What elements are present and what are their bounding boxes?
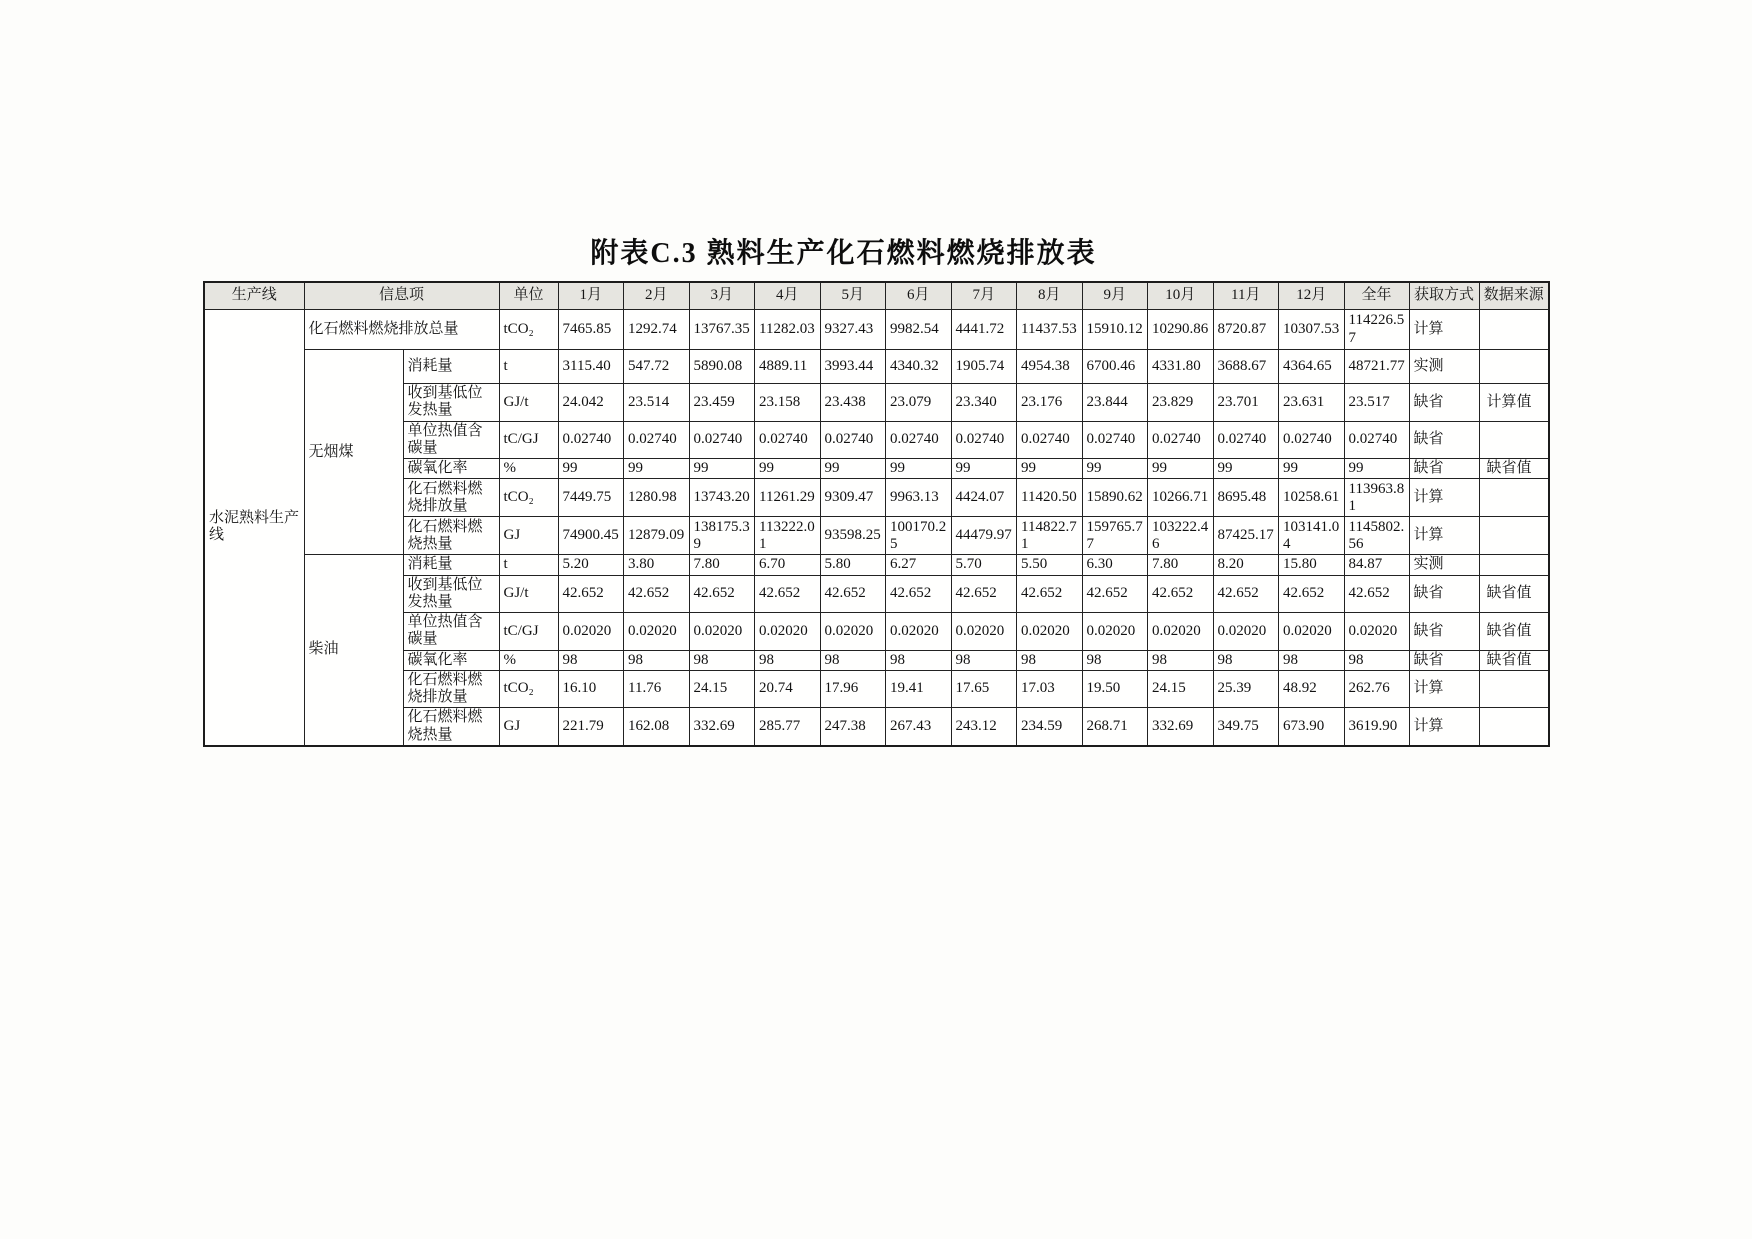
acquisition-cell: 实测: [1409, 350, 1479, 384]
value-cell-month-10: 7.80: [1148, 555, 1214, 575]
source-cell: [1479, 310, 1549, 350]
table-row: [204, 479, 1549, 517]
table-row: [204, 708, 1549, 746]
unit-cell: GJ/t: [499, 575, 558, 613]
value-cell-month-5: 9309.47: [820, 479, 886, 517]
header-month-1: 1月: [558, 282, 624, 310]
value-cell-month-4: 0.02020: [755, 613, 821, 651]
source-cell: [1479, 517, 1549, 555]
value-cell-month-5: 17.96: [820, 670, 886, 708]
page-title: 附表C.3 熟料生产化石燃料燃烧排放表: [590, 238, 1097, 269]
value-cell-month-5: 99: [820, 459, 886, 479]
header-month-10: 10月: [1148, 282, 1214, 310]
emissions-table: [203, 281, 1550, 747]
header-unit: 单位: [499, 282, 558, 310]
table-row: [204, 384, 1549, 422]
value-cell-annual: 99: [1344, 459, 1409, 479]
unit-cell: GJ: [499, 708, 558, 746]
value-cell-month-9: 19.50: [1082, 670, 1148, 708]
value-cell-month-11: 98: [1213, 650, 1279, 670]
header-month-6: 6月: [886, 282, 952, 310]
header-data-source: 数据来源: [1479, 282, 1549, 310]
header-month-7: 7月: [951, 282, 1017, 310]
value-cell-month-5: 42.652: [820, 575, 886, 613]
value-cell-month-11: 8695.48: [1213, 479, 1279, 517]
value-cell-month-9: 6.30: [1082, 555, 1148, 575]
value-cell-month-5: 0.02740: [820, 421, 886, 459]
table-row: [204, 459, 1549, 479]
header-month-12: 12月: [1279, 282, 1345, 310]
value-cell-month-10: 10266.71: [1148, 479, 1214, 517]
value-cell-annual: 262.76: [1344, 670, 1409, 708]
header-month-3: 3月: [689, 282, 755, 310]
value-cell-annual: 98: [1344, 650, 1409, 670]
value-cell-month-4: 98: [755, 650, 821, 670]
value-cell-month-1: 74900.45: [558, 517, 624, 555]
value-cell-month-7: 243.12: [951, 708, 1017, 746]
value-cell-month-12: 10307.53: [1279, 310, 1345, 350]
value-cell-month-8: 23.176: [1017, 384, 1083, 422]
value-cell-month-6: 4340.32: [886, 350, 952, 384]
value-cell-month-12: 15.80: [1279, 555, 1345, 575]
value-cell-month-6: 267.43: [886, 708, 952, 746]
value-cell-month-5: 5.80: [820, 555, 886, 575]
source-cell: 缺省值: [1479, 575, 1549, 613]
value-cell-month-3: 0.02020: [689, 613, 755, 651]
table-body: [204, 310, 1549, 746]
value-cell-month-12: 42.652: [1279, 575, 1345, 613]
value-cell-annual: 114226.57: [1344, 310, 1409, 350]
value-cell-month-2: 1280.98: [624, 479, 690, 517]
row-label: 收到基低位发热量: [403, 384, 499, 422]
value-cell-month-8: 11420.50: [1017, 479, 1083, 517]
row-label: 化石燃料燃烧热量: [403, 517, 499, 555]
value-cell-month-1: 0.02020: [558, 613, 624, 651]
row-label: 化石燃料燃烧排放量: [403, 479, 499, 517]
value-cell-month-7: 4424.07: [951, 479, 1017, 517]
value-cell-month-10: 0.02740: [1148, 421, 1214, 459]
table-row: [204, 517, 1549, 555]
value-cell-month-4: 4889.11: [755, 350, 821, 384]
value-cell-month-12: 99: [1279, 459, 1345, 479]
value-cell-annual: 84.87: [1344, 555, 1409, 575]
value-cell-month-9: 0.02020: [1082, 613, 1148, 651]
value-cell-month-9: 15890.62: [1082, 479, 1148, 517]
acquisition-cell: 缺省: [1409, 459, 1479, 479]
value-cell-month-11: 23.701: [1213, 384, 1279, 422]
value-cell-month-2: 0.02740: [624, 421, 690, 459]
table-row: [204, 613, 1549, 651]
header-acquisition: 获取方式: [1409, 282, 1479, 310]
row-label: 收到基低位发热量: [403, 575, 499, 613]
value-cell-month-3: 5890.08: [689, 350, 755, 384]
value-cell-month-8: 0.02740: [1017, 421, 1083, 459]
value-cell-month-10: 332.69: [1148, 708, 1214, 746]
source-cell: 缺省值: [1479, 459, 1549, 479]
value-cell-month-11: 87425.17: [1213, 517, 1279, 555]
table-row: [204, 421, 1549, 459]
acquisition-cell: 计算: [1409, 670, 1479, 708]
value-cell-month-5: 9327.43: [820, 310, 886, 350]
value-cell-month-9: 98: [1082, 650, 1148, 670]
value-cell-month-3: 0.02740: [689, 421, 755, 459]
acquisition-cell: 计算: [1409, 479, 1479, 517]
header-month-11: 11月: [1213, 282, 1279, 310]
header-month-2: 2月: [624, 282, 690, 310]
value-cell-month-6: 99: [886, 459, 952, 479]
value-cell-month-3: 13767.35: [689, 310, 755, 350]
acquisition-cell: 缺省: [1409, 384, 1479, 422]
value-cell-month-9: 6700.46: [1082, 350, 1148, 384]
value-cell-month-3: 332.69: [689, 708, 755, 746]
unit-cell: t: [499, 555, 558, 575]
cell-production-line: 水泥熟料生产线: [204, 310, 304, 746]
value-cell-month-4: 113222.01: [755, 517, 821, 555]
acquisition-cell: 计算: [1409, 708, 1479, 746]
header-month-4: 4月: [755, 282, 821, 310]
unit-cell: GJ: [499, 517, 558, 555]
value-cell-month-4: 20.74: [755, 670, 821, 708]
value-cell-month-3: 7.80: [689, 555, 755, 575]
value-cell-annual: 42.652: [1344, 575, 1409, 613]
value-cell-month-7: 17.65: [951, 670, 1017, 708]
value-cell-month-7: 23.340: [951, 384, 1017, 422]
value-cell-month-3: 138175.39: [689, 517, 755, 555]
value-cell-month-11: 349.75: [1213, 708, 1279, 746]
value-cell-month-1: 24.042: [558, 384, 624, 422]
value-cell-month-9: 15910.12: [1082, 310, 1148, 350]
value-cell-month-5: 93598.25: [820, 517, 886, 555]
value-cell-annual: 0.02020: [1344, 613, 1409, 651]
value-cell-month-6: 9982.54: [886, 310, 952, 350]
value-cell-month-6: 100170.25: [886, 517, 952, 555]
value-cell-month-6: 98: [886, 650, 952, 670]
table-header: [204, 282, 1549, 310]
table-row: [204, 555, 1549, 575]
header-info-item: 信息项: [304, 282, 499, 310]
value-cell-month-2: 0.02020: [624, 613, 690, 651]
value-cell-month-8: 5.50: [1017, 555, 1083, 575]
acquisition-cell: 计算: [1409, 517, 1479, 555]
fuel-name-cell: 柴油: [304, 555, 403, 746]
value-cell-month-3: 98: [689, 650, 755, 670]
value-cell-month-9: 159765.77: [1082, 517, 1148, 555]
value-cell-month-4: 42.652: [755, 575, 821, 613]
value-cell-month-8: 17.03: [1017, 670, 1083, 708]
source-cell: [1479, 421, 1549, 459]
value-cell-month-1: 7465.85: [558, 310, 624, 350]
value-cell-month-10: 23.829: [1148, 384, 1214, 422]
value-cell-month-1: 7449.75: [558, 479, 624, 517]
acquisition-cell: 计算: [1409, 310, 1479, 350]
value-cell-month-10: 24.15: [1148, 670, 1214, 708]
value-cell-month-11: 99: [1213, 459, 1279, 479]
unit-cell: tC/GJ: [499, 613, 558, 651]
value-cell-month-1: 98: [558, 650, 624, 670]
value-cell-month-9: 23.844: [1082, 384, 1148, 422]
value-cell-month-6: 9963.13: [886, 479, 952, 517]
value-cell-month-4: 11261.29: [755, 479, 821, 517]
value-cell-annual: 48721.77: [1344, 350, 1409, 384]
value-cell-month-4: 99: [755, 459, 821, 479]
value-cell-month-9: 42.652: [1082, 575, 1148, 613]
value-cell-month-6: 42.652: [886, 575, 952, 613]
row-label: 化石燃料燃烧排放量: [403, 670, 499, 708]
value-cell-month-11: 8.20: [1213, 555, 1279, 575]
row-label: 化石燃料燃烧热量: [403, 708, 499, 746]
value-cell-month-8: 11437.53: [1017, 310, 1083, 350]
value-cell-month-8: 4954.38: [1017, 350, 1083, 384]
row-label: 单位热值含碳量: [403, 421, 499, 459]
value-cell-month-10: 42.652: [1148, 575, 1214, 613]
source-cell: 缺省值: [1479, 613, 1549, 651]
table-row: [204, 650, 1549, 670]
unit-cell: %: [499, 650, 558, 670]
value-cell-month-9: 99: [1082, 459, 1148, 479]
value-cell-annual: 1145802.56: [1344, 517, 1409, 555]
value-cell-month-6: 0.02740: [886, 421, 952, 459]
value-cell-month-11: 3688.67: [1213, 350, 1279, 384]
value-cell-month-11: 0.02740: [1213, 421, 1279, 459]
unit-cell: tCO₂: [499, 310, 558, 350]
value-cell-month-10: 10290.86: [1148, 310, 1214, 350]
unit-cell: t: [499, 350, 558, 384]
value-cell-month-10: 4331.80: [1148, 350, 1214, 384]
value-cell-month-8: 99: [1017, 459, 1083, 479]
header-month-9: 9月: [1082, 282, 1148, 310]
value-cell-month-2: 3.80: [624, 555, 690, 575]
value-cell-month-5: 0.02020: [820, 613, 886, 651]
value-cell-month-12: 103141.04: [1279, 517, 1345, 555]
header-month-8: 8月: [1017, 282, 1083, 310]
value-cell-month-1: 221.79: [558, 708, 624, 746]
value-cell-month-7: 0.02740: [951, 421, 1017, 459]
value-cell-month-8: 234.59: [1017, 708, 1083, 746]
value-cell-month-8: 42.652: [1017, 575, 1083, 613]
value-cell-month-9: 0.02740: [1082, 421, 1148, 459]
unit-cell: tCO₂: [499, 670, 558, 708]
value-cell-month-3: 13743.20: [689, 479, 755, 517]
row-label-total: 化石燃料燃烧排放总量: [304, 310, 499, 350]
value-cell-month-10: 98: [1148, 650, 1214, 670]
value-cell-month-3: 99: [689, 459, 755, 479]
value-cell-month-10: 103222.46: [1148, 517, 1214, 555]
value-cell-month-7: 1905.74: [951, 350, 1017, 384]
value-cell-month-2: 99: [624, 459, 690, 479]
value-cell-month-7: 4441.72: [951, 310, 1017, 350]
value-cell-annual: 113963.81: [1344, 479, 1409, 517]
value-cell-month-10: 0.02020: [1148, 613, 1214, 651]
value-cell-month-4: 23.158: [755, 384, 821, 422]
value-cell-month-12: 48.92: [1279, 670, 1345, 708]
value-cell-month-1: 5.20: [558, 555, 624, 575]
acquisition-cell: 实测: [1409, 555, 1479, 575]
source-cell: 缺省值: [1479, 650, 1549, 670]
value-cell-month-4: 285.77: [755, 708, 821, 746]
value-cell-month-2: 98: [624, 650, 690, 670]
value-cell-month-11: 8720.87: [1213, 310, 1279, 350]
value-cell-month-1: 0.02740: [558, 421, 624, 459]
acquisition-cell: 缺省: [1409, 421, 1479, 459]
fuel-name-cell: 无烟煤: [304, 350, 403, 555]
value-cell-month-1: 99: [558, 459, 624, 479]
value-cell-month-7: 98: [951, 650, 1017, 670]
value-cell-month-1: 16.10: [558, 670, 624, 708]
value-cell-month-5: 3993.44: [820, 350, 886, 384]
value-cell-month-6: 6.27: [886, 555, 952, 575]
value-cell-month-8: 98: [1017, 650, 1083, 670]
value-cell-month-7: 42.652: [951, 575, 1017, 613]
value-cell-month-5: 98: [820, 650, 886, 670]
value-cell-month-11: 42.652: [1213, 575, 1279, 613]
value-cell-month-6: 0.02020: [886, 613, 952, 651]
value-cell-month-8: 0.02020: [1017, 613, 1083, 651]
value-cell-month-5: 23.438: [820, 384, 886, 422]
value-cell-month-12: 4364.65: [1279, 350, 1345, 384]
value-cell-annual: 3619.90: [1344, 708, 1409, 746]
value-cell-month-11: 0.02020: [1213, 613, 1279, 651]
value-cell-month-11: 25.39: [1213, 670, 1279, 708]
acquisition-cell: 缺省: [1409, 575, 1479, 613]
value-cell-month-3: 23.459: [689, 384, 755, 422]
value-cell-month-7: 99: [951, 459, 1017, 479]
value-cell-month-2: 11.76: [624, 670, 690, 708]
value-cell-month-7: 5.70: [951, 555, 1017, 575]
value-cell-month-7: 0.02020: [951, 613, 1017, 651]
source-cell: [1479, 708, 1549, 746]
value-cell-month-5: 247.38: [820, 708, 886, 746]
value-cell-month-9: 268.71: [1082, 708, 1148, 746]
unit-cell: tCO₂: [499, 479, 558, 517]
source-cell: 计算值: [1479, 384, 1549, 422]
source-cell: [1479, 670, 1549, 708]
row-label: 碳氧化率: [403, 459, 499, 479]
value-cell-month-1: 42.652: [558, 575, 624, 613]
value-cell-month-4: 6.70: [755, 555, 821, 575]
value-cell-month-12: 0.02740: [1279, 421, 1345, 459]
value-cell-month-2: 1292.74: [624, 310, 690, 350]
row-label: 消耗量: [403, 350, 499, 384]
value-cell-month-12: 23.631: [1279, 384, 1345, 422]
value-cell-month-1: 3115.40: [558, 350, 624, 384]
value-cell-month-6: 23.079: [886, 384, 952, 422]
value-cell-month-12: 98: [1279, 650, 1345, 670]
value-cell-month-7: 44479.97: [951, 517, 1017, 555]
value-cell-month-3: 24.15: [689, 670, 755, 708]
source-cell: [1479, 555, 1549, 575]
acquisition-cell: 缺省: [1409, 613, 1479, 651]
header-production-line: 生产线: [204, 282, 304, 310]
value-cell-month-12: 10258.61: [1279, 479, 1345, 517]
source-cell: [1479, 350, 1549, 384]
table-row: [204, 670, 1549, 708]
row-label: 消耗量: [403, 555, 499, 575]
table-row: [204, 310, 1549, 350]
value-cell-month-2: 12879.09: [624, 517, 690, 555]
unit-cell: tC/GJ: [499, 421, 558, 459]
table-row: [204, 575, 1549, 613]
value-cell-annual: 0.02740: [1344, 421, 1409, 459]
row-label: 碳氧化率: [403, 650, 499, 670]
value-cell-month-12: 0.02020: [1279, 613, 1345, 651]
value-cell-annual: 23.517: [1344, 384, 1409, 422]
header-annual: 全年: [1344, 282, 1409, 310]
value-cell-month-4: 11282.03: [755, 310, 821, 350]
header-month-5: 5月: [820, 282, 886, 310]
value-cell-month-10: 99: [1148, 459, 1214, 479]
value-cell-month-8: 114822.71: [1017, 517, 1083, 555]
value-cell-month-2: 162.08: [624, 708, 690, 746]
value-cell-month-2: 23.514: [624, 384, 690, 422]
unit-cell: %: [499, 459, 558, 479]
table-row: [204, 350, 1549, 384]
unit-cell: GJ/t: [499, 384, 558, 422]
value-cell-month-2: 547.72: [624, 350, 690, 384]
value-cell-month-12: 673.90: [1279, 708, 1345, 746]
value-cell-month-2: 42.652: [624, 575, 690, 613]
acquisition-cell: 缺省: [1409, 650, 1479, 670]
value-cell-month-4: 0.02740: [755, 421, 821, 459]
value-cell-month-6: 19.41: [886, 670, 952, 708]
value-cell-month-3: 42.652: [689, 575, 755, 613]
row-label: 单位热值含碳量: [403, 613, 499, 651]
source-cell: [1479, 479, 1549, 517]
